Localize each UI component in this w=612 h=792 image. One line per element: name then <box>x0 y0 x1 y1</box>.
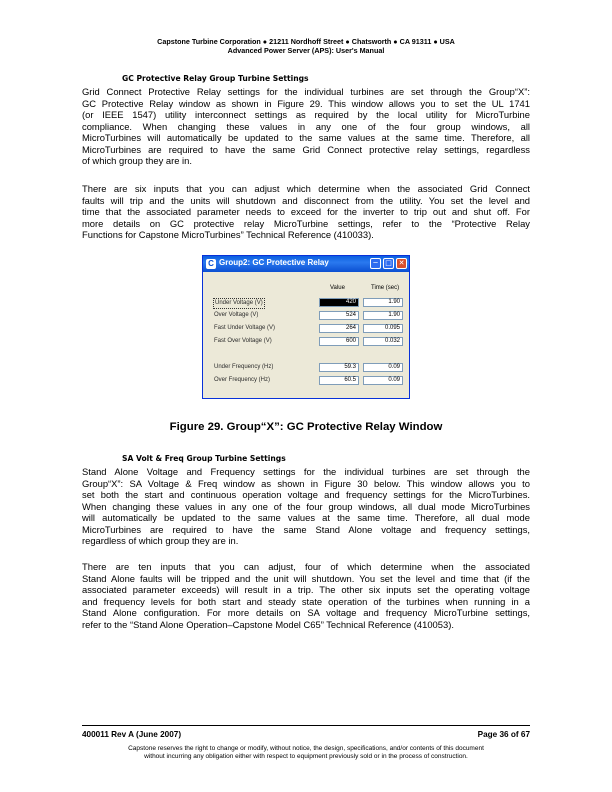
text-line: There are ten inputs that you can adjust, four of which determine when the associated <box>82 561 530 572</box>
text-line: Grid Connect Protective Relay settings for the individual turbines are set through the Group“X”: <box>82 86 530 97</box>
footer-disclaimer <box>0 745 612 761</box>
under-frequency-label: Under Frequency (Hz) <box>214 364 274 370</box>
text-line: time that the associated parameter needs to exceed for the inverter to trip out and shut off. For <box>82 206 530 217</box>
text-line: Stand Alone faults will be tripped and the unit will shutdown. You set the level and time that (if the <box>82 572 530 584</box>
fast-under-voltage-label: Fast Under Voltage (V) <box>214 325 276 331</box>
over-voltage-label: Over Voltage (V) <box>214 312 259 318</box>
figure-caption: Figure 29. Group“X”: GC Protective Relay Window <box>169 421 443 433</box>
window-title: Group2: GC Protective Relay <box>219 258 329 267</box>
text-line: MicroTurbines are required to have the same Stand Alone voltage and frequency settings, <box>82 523 530 535</box>
footer-disclaimer-line: Capstone reserves the right to change or modify, without notice, the design, specifications, and/or contents of this document <box>128 745 484 752</box>
fast-over-voltage-value-input[interactable]: 600 <box>319 337 359 346</box>
text-line: Group“X”: SA Voltage & Freq window as shown in Figure 30 below. This window allows you to <box>82 477 530 489</box>
fast-under-voltage-value-input[interactable]: 264 <box>319 324 359 333</box>
over-frequency-value-input[interactable]: 60.5 <box>319 376 359 385</box>
text-line: set both the start and continuous operation voltage and frequency settings for the MicroTurbines. <box>82 489 530 500</box>
under-voltage-label: Under Voltage (V) <box>213 298 265 309</box>
text-line: MicroTurbines will automatically be updated to the same values at the same time. Therefore, all <box>82 132 530 143</box>
time-column-header: Time (sec) <box>371 285 400 291</box>
text-line: compliance. When changing these values in any one of the four group windows, all <box>82 120 530 132</box>
fast-under-voltage-time-input[interactable]: 0.095 <box>363 324 403 333</box>
sa-volt-freq-paragraph-1 <box>82 466 530 547</box>
text-line: will automatically be updated to the same values at the same time. Therefore, all dual mode <box>82 512 530 523</box>
text-line: associated parameter exceeds) will result in a trip. The other six inputs set the operating voltage <box>82 584 530 595</box>
maximize-icon[interactable]: □ <box>383 258 394 269</box>
text-line: regardless of which group they are in. <box>82 535 239 546</box>
footer-divider <box>82 725 530 726</box>
value-column-header: Value <box>330 285 345 291</box>
gc-relay-paragraph-1 <box>82 86 530 167</box>
text-line: GC Protective Relay window as shown in Figure 29. This window allows you to set the UL 1741 <box>82 97 530 109</box>
footer-doc-id: 400011 Rev A (June 2007) <box>82 730 182 739</box>
gc-protective-relay-window <box>202 255 410 399</box>
sa-volt-freq-paragraph-2 <box>82 561 530 630</box>
text-line: When changing these values in any one of the four group windows, all dual mode MicroTurbines <box>82 500 530 512</box>
capstone-app-icon: C <box>206 259 216 269</box>
footer-page-number: Page 36 of 67 <box>477 730 530 739</box>
under-voltage-time-input[interactable]: 1.90 <box>363 298 403 307</box>
window-titlebar[interactable] <box>203 256 409 272</box>
text-line: Stand Alone Voltage and Frequency settings for the individual turbines are set through the <box>82 466 530 477</box>
gc-relay-paragraph-2 <box>82 183 530 241</box>
fast-over-voltage-time-input[interactable]: 0.032 <box>363 337 403 346</box>
under-frequency-value-input[interactable]: 59.3 <box>319 363 359 372</box>
under-frequency-time-input[interactable]: 0.09 <box>363 363 403 372</box>
under-voltage-value-input[interactable]: 420 <box>319 298 359 307</box>
fast-over-voltage-label: Fast Over Voltage (V) <box>214 338 272 344</box>
text-line: refer to the “Stand Alone Operation–Capstone Model C65” Technical Reference (410053). <box>82 618 454 630</box>
text-line: (or IEEE 1547) utility interconnect settings as required by the local utility for MicroTurbine <box>82 109 530 120</box>
text-line: faults will trip and the units will shutdown and disconnect from the utility. You set the level and <box>82 194 530 206</box>
section-heading-sa-volt-freq: SA Volt & Freq Group Turbine Settings <box>122 454 286 463</box>
text-line: more details on GC protective relay MicroTurbine settings, refer to the “Protective Relay <box>82 217 530 229</box>
minimize-icon[interactable]: ─ <box>370 258 381 269</box>
page-header <box>0 37 612 55</box>
over-voltage-value-input[interactable]: 524 <box>319 311 359 320</box>
section-heading-gc-relay: GC Protective Relay Group Turbine Settings <box>122 74 309 83</box>
text-line: Functions for Capstone MicroTurbines” Technical Reference (410033). <box>82 229 374 240</box>
header-company-line: Capstone Turbine Corporation ● 21211 Nordhoff Street ● Chatsworth ● CA 91311 ● USA <box>157 37 455 46</box>
over-frequency-label: Over Frequency (Hz) <box>214 377 271 383</box>
text-line: MicroTurbines are required to have the same Grid Connect protective relay settings, regardless <box>82 143 530 155</box>
header-manual-title: Advanced Power Server (APS): User's Manual <box>227 46 385 55</box>
text-line: There are six inputs that you can adjust which determine when the associated Grid Connect <box>82 183 530 194</box>
text-line: and frequency levels for both start and steady state operation of the turbines when running in a <box>82 595 530 607</box>
footer-disclaimer-line: without incurring any obligation either with respect to equipment previously sold or in the process of construction. <box>144 753 468 760</box>
close-icon[interactable]: ✕ <box>396 258 407 269</box>
over-voltage-time-input[interactable]: 1.90 <box>363 311 403 320</box>
text-line: Stand Alone configuration. For more details on SA voltage and frequency MicroTurbine settings, <box>82 607 530 618</box>
text-line: of which group they are in. <box>82 155 192 166</box>
over-frequency-time-input[interactable]: 0.09 <box>363 376 403 385</box>
